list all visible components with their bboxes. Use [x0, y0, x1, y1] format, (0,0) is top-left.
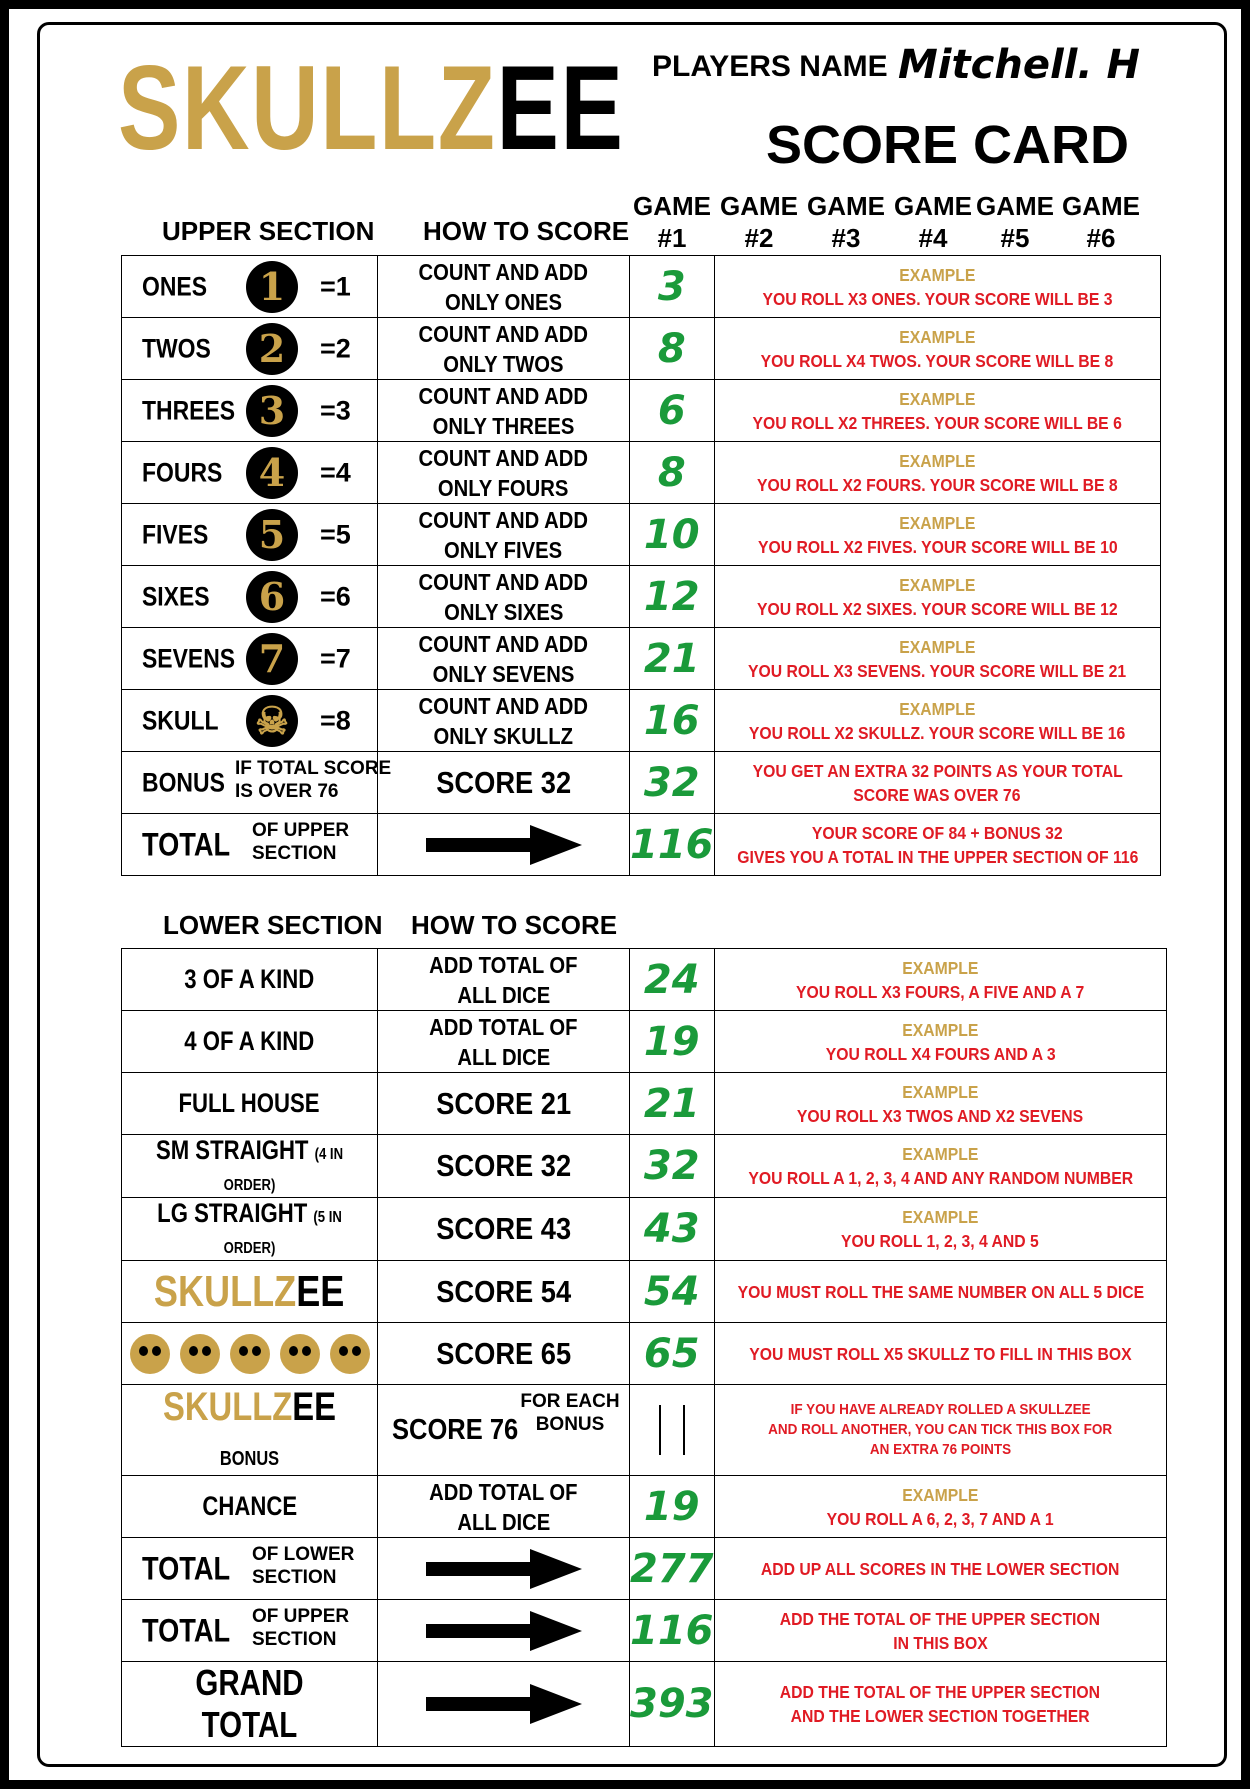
grand-total-label: GRAND TOTAL — [195, 1662, 304, 1745]
upper-total-example: YOUR SCORE OF 84 + BONUS 32 GIVES YOU A TOTAL IN THE UPPER SECTION OF 116 — [714, 814, 1161, 876]
upper-row — [122, 256, 1161, 318]
four-of-a-kind-score[interactable]: 19 — [630, 1011, 715, 1073]
three-of-a-kind-name-cell — [122, 949, 378, 1011]
lower-total-score[interactable]: 277 — [630, 1538, 715, 1600]
upper-total-arrow-cell — [378, 814, 630, 876]
upper-row-score[interactable]: 8 — [630, 318, 715, 380]
die-face-icon: 3 — [246, 385, 298, 437]
chance-label: CHANCE — [202, 1491, 297, 1521]
upper-row-example: EXAMPLE YOU ROLL X2 FIVES. YOUR SCORE WILL BE 10 — [714, 504, 1161, 566]
full-house-example: EXAMPLE YOU ROLL X3 TWOS AND X2 SEVENS — [714, 1073, 1167, 1135]
four-of-a-kind-row — [122, 1011, 1167, 1073]
arrow-right-icon — [426, 1611, 582, 1651]
players-name-label: PLAYERS NAME — [652, 50, 888, 83]
chance-score[interactable]: 19 — [630, 1476, 715, 1538]
lg-straight-row — [122, 1198, 1167, 1261]
upper-row-label: FIVES — [142, 519, 209, 549]
bonus-row — [122, 752, 1161, 814]
upper-row-how: COUNT AND ADD ONLY SIXES — [378, 566, 630, 628]
upper-row-name-cell — [122, 566, 378, 628]
game-1-header: GAME #1 — [633, 191, 711, 253]
three-of-a-kind-score[interactable]: 24 — [630, 949, 715, 1011]
arrow-right-icon — [426, 1549, 582, 1589]
five-skulls-name-cell — [122, 1323, 378, 1385]
five-skulls-row — [122, 1323, 1167, 1385]
die-face-icon: 6 — [246, 571, 298, 623]
skullzee-bonus-sublabel: FOR EACH BONUS — [520, 1391, 620, 1435]
upper-row-score[interactable]: 6 — [630, 380, 715, 442]
upper-row-name-cell — [122, 318, 378, 380]
die-value: =3 — [320, 395, 351, 425]
lg-straight-label: LG STRAIGHT (5 IN ORDER) — [157, 1198, 342, 1257]
upper-row-score[interactable]: 10 — [630, 504, 715, 566]
score-card-title: SCORE CARD — [766, 115, 1130, 175]
upper-row-label: SIXES — [142, 581, 210, 611]
game-3-header: GAME #3 — [807, 191, 885, 253]
lg-straight-score[interactable]: 43 — [630, 1198, 715, 1261]
bonus-example: YOU GET AN EXTRA 32 POINTS AS YOUR TOTAL SCORE WAS OVER 76 — [714, 752, 1161, 814]
full-house-row — [122, 1073, 1167, 1135]
upper-row-score[interactable]: 8 — [630, 442, 715, 504]
skull-icon — [280, 1334, 320, 1374]
bonus-label: BONUS — [142, 767, 225, 797]
upper-row-label: SEVENS — [142, 643, 236, 673]
upper-row-label: ONES — [142, 271, 208, 301]
five-skulls-example: YOU MUST ROLL X5 SKULLZ TO FILL IN THIS BOX — [714, 1323, 1167, 1385]
upper-total-repeat-arrow-cell — [378, 1600, 630, 1662]
upper-total-repeat-name-cell — [122, 1600, 378, 1662]
tick-box[interactable] — [659, 1405, 685, 1455]
lower-total-label: TOTAL — [142, 1550, 231, 1586]
chance-example: EXAMPLE YOU ROLL A 6, 2, 3, 7 AND A 1 — [714, 1476, 1167, 1538]
skullzee-example: YOU MUST ROLL THE SAME NUMBER ON ALL 5 DICE — [714, 1261, 1167, 1323]
three-of-a-kind-example: EXAMPLE YOU ROLL X3 FOURS, A FIVE AND A 7 — [714, 949, 1167, 1011]
full-house-how: SCORE 21 — [378, 1073, 630, 1135]
die-face-icon: 1 — [246, 261, 298, 313]
skull-icon — [330, 1334, 370, 1374]
upper-row-name-cell — [122, 504, 378, 566]
lower-total-example: ADD UP ALL SCORES IN THE LOWER SECTION — [714, 1538, 1167, 1600]
upper-row-how: COUNT AND ADD ONLY TWOS — [378, 318, 630, 380]
sm-straight-score[interactable]: 32 — [630, 1135, 715, 1198]
upper-row — [122, 628, 1161, 690]
die-face-icon: 2 — [246, 323, 298, 375]
skull-icon — [130, 1334, 170, 1374]
sm-straight-how: SCORE 32 — [378, 1135, 630, 1198]
grand-total-example: ADD THE TOTAL OF THE UPPER SECTION AND THE LOWER SECTION TOGETHER — [714, 1662, 1167, 1747]
lower-section-title: LOWER SECTION — [163, 910, 383, 940]
grand-total-name-cell — [122, 1662, 378, 1747]
upper-row-label: FOURS — [142, 457, 223, 487]
upper-row — [122, 566, 1161, 628]
chance-row — [122, 1476, 1167, 1538]
skull-icon — [180, 1334, 220, 1374]
upper-row-name-cell — [122, 380, 378, 442]
sm-straight-label: SM STRAIGHT (4 IN ORDER) — [155, 1135, 344, 1194]
upper-total-repeat-sublabel: OF UPPER SECTION — [252, 1606, 350, 1650]
game-5-header: GAME #5 — [976, 191, 1054, 253]
upper-row-how: COUNT AND ADD ONLY FIVES — [378, 504, 630, 566]
grand-total-row — [122, 1662, 1167, 1747]
die-face-icon: ☠ — [246, 695, 298, 747]
skullzee-bonus-label: SKULLZEE BONUS — [162, 1385, 337, 1470]
sm-straight-example: EXAMPLE YOU ROLL A 1, 2, 3, 4 AND ANY RANDOM NUMBER — [714, 1135, 1167, 1198]
die-face-icon: 4 — [246, 447, 298, 499]
upper-total-label: TOTAL — [142, 826, 231, 862]
upper-row-score[interactable]: 16 — [630, 690, 715, 752]
upper-row — [122, 690, 1161, 752]
upper-total-repeat-row — [122, 1600, 1167, 1662]
skullzee-bonus-tick-box[interactable] — [630, 1385, 715, 1476]
bonus-sublabel: IF TOTAL SCORE IS OVER 76 — [235, 758, 392, 802]
upper-row-label: TWOS — [142, 333, 211, 363]
upper-row-name-cell — [122, 256, 378, 318]
bonus-how: SCORE 32 — [378, 752, 630, 814]
player-name[interactable]: Mitchell. H — [898, 42, 1140, 88]
upper-row-example: EXAMPLE YOU ROLL X4 TWOS. YOUR SCORE WILL BE 8 — [714, 318, 1161, 380]
game-2-header: GAME #2 — [720, 191, 798, 253]
three-of-a-kind-row — [122, 949, 1167, 1011]
upper-section-title: UPPER SECTION — [162, 216, 375, 246]
bonus-score[interactable]: 32 — [630, 752, 715, 814]
full-house-label: FULL HOUSE — [178, 1088, 321, 1118]
upper-row-how: COUNT AND ADD ONLY SKULLZ — [378, 690, 630, 752]
skullzee-bonus-row — [122, 1385, 1167, 1476]
skullzee-row — [122, 1261, 1167, 1323]
grand-total-score[interactable]: 393 — [630, 1662, 715, 1747]
full-house-name-cell — [122, 1073, 378, 1135]
three-of-a-kind-how: ADD TOTAL OF ALL DICE — [378, 949, 630, 1011]
four-of-a-kind-label: 4 OF A KIND — [184, 1026, 315, 1056]
upper-total-name-cell — [122, 814, 378, 876]
upper-row — [122, 504, 1161, 566]
chance-name-cell — [122, 1476, 378, 1538]
five-skulls-how: SCORE 65 — [378, 1323, 630, 1385]
skullzee-name-cell — [122, 1261, 378, 1323]
upper-row-name-cell — [122, 442, 378, 504]
upper-row-how: COUNT AND ADD ONLY ONES — [378, 256, 630, 318]
upper-total-row — [122, 814, 1161, 876]
die-value: =7 — [320, 643, 351, 673]
skullzee-bonus-name-cell — [122, 1385, 378, 1476]
lg-straight-how: SCORE 43 — [378, 1198, 630, 1261]
upper-row-example: EXAMPLE YOU ROLL X2 SIXES. YOUR SCORE WILL BE 12 — [714, 566, 1161, 628]
lower-total-arrow-cell — [378, 1538, 630, 1600]
upper-row-name-cell — [122, 690, 378, 752]
lower-section-table — [121, 948, 1167, 1747]
five-skulls-score[interactable]: 65 — [630, 1323, 715, 1385]
four-of-a-kind-example: EXAMPLE YOU ROLL X4 FOURS AND A 3 — [714, 1011, 1167, 1073]
die-value: =1 — [320, 271, 351, 301]
upper-row-example: EXAMPLE YOU ROLL X2 SKULLZ. YOUR SCORE WILL BE 16 — [714, 690, 1161, 752]
upper-row-name-cell — [122, 628, 378, 690]
arrow-right-icon — [426, 1684, 582, 1724]
skullzee-how: SCORE 54 — [378, 1261, 630, 1323]
sm-straight-row — [122, 1135, 1167, 1198]
upper-row-score[interactable]: 3 — [630, 256, 715, 318]
die-value: =2 — [320, 333, 351, 363]
skullzee-bonus-how: SCORE 76 FOR EACH BONUS — [378, 1385, 630, 1476]
upper-row-score[interactable]: 12 — [630, 566, 715, 628]
game-4-header: GAME #4 — [894, 191, 972, 253]
full-house-score[interactable]: 21 — [630, 1073, 715, 1135]
skull-icon — [230, 1334, 270, 1374]
die-value: =5 — [320, 519, 351, 549]
logo-part-black: EE — [496, 41, 625, 175]
skullzee-score[interactable]: 54 — [630, 1261, 715, 1323]
upper-section-table — [121, 255, 1161, 876]
upper-row-example: EXAMPLE YOU ROLL X3 ONES. YOUR SCORE WILL BE 3 — [714, 256, 1161, 318]
upper-row — [122, 380, 1161, 442]
upper-total-score[interactable]: 116 — [630, 814, 715, 876]
logo-part-gold: SKULLZ — [118, 41, 497, 175]
lower-total-name-cell — [122, 1538, 378, 1600]
bonus-name-cell — [122, 752, 392, 814]
lg-straight-name-cell — [122, 1198, 378, 1261]
four-of-a-kind-how: ADD TOTAL OF ALL DICE — [378, 1011, 630, 1073]
upper-row-example: EXAMPLE YOU ROLL X2 THREES. YOUR SCORE WILL BE 6 — [714, 380, 1161, 442]
grand-total-arrow-cell — [378, 1662, 630, 1747]
upper-row-example: EXAMPLE YOU ROLL X3 SEVENS. YOUR SCORE WILL BE 21 — [714, 628, 1161, 690]
sm-straight-name-cell — [122, 1135, 378, 1198]
die-face-icon: 5 — [246, 509, 298, 561]
upper-total-repeat-score[interactable]: 116 — [630, 1600, 715, 1662]
arrow-right-icon — [426, 825, 582, 865]
upper-row-score[interactable]: 21 — [630, 628, 715, 690]
lower-total-row — [122, 1538, 1167, 1600]
upper-row — [122, 318, 1161, 380]
four-of-a-kind-name-cell — [122, 1011, 378, 1073]
upper-total-repeat-label: TOTAL — [142, 1612, 231, 1648]
upper-row-how: COUNT AND ADD ONLY THREES — [378, 380, 630, 442]
chance-how: ADD TOTAL OF ALL DICE — [378, 1476, 630, 1538]
upper-row-label: THREES — [142, 395, 236, 425]
lower-how-to-score-title: HOW TO SCORE — [411, 910, 618, 940]
game-6-header: GAME #6 — [1062, 191, 1140, 253]
skullzee-logo — [118, 41, 625, 175]
upper-row-how: COUNT AND ADD ONLY SEVENS — [378, 628, 630, 690]
lg-straight-example: EXAMPLE YOU ROLL 1, 2, 3, 4 AND 5 — [714, 1198, 1167, 1261]
die-face-icon: 7 — [246, 633, 298, 685]
upper-row-example: EXAMPLE YOU ROLL X2 FOURS. YOUR SCORE WILL BE 8 — [714, 442, 1161, 504]
die-value: =8 — [320, 705, 351, 735]
upper-row-how: COUNT AND ADD ONLY FOURS — [378, 442, 630, 504]
skullzee-mini-logo: SKULLZEE — [154, 1266, 345, 1316]
die-value: =6 — [320, 581, 351, 611]
upper-total-repeat-example: ADD THE TOTAL OF THE UPPER SECTION IN THIS BOX — [714, 1600, 1167, 1662]
upper-total-sublabel: OF UPPER SECTION — [252, 820, 350, 864]
three-of-a-kind-label: 3 OF A KIND — [184, 964, 315, 994]
skullzee-bonus-example: IF YOU HAVE ALREADY ROLLED A SKULLZEE AND ROLL ANOTHER, YOU CAN TICK THIS BOX FOR AN EXTRA 76 POINTS — [714, 1385, 1167, 1476]
upper-how-to-score-title: HOW TO SCORE — [423, 216, 630, 246]
upper-row-label: SKULL — [142, 705, 219, 735]
upper-row — [122, 442, 1161, 504]
lower-total-sublabel: OF LOWER SECTION — [252, 1544, 355, 1588]
die-value: =4 — [320, 457, 351, 487]
